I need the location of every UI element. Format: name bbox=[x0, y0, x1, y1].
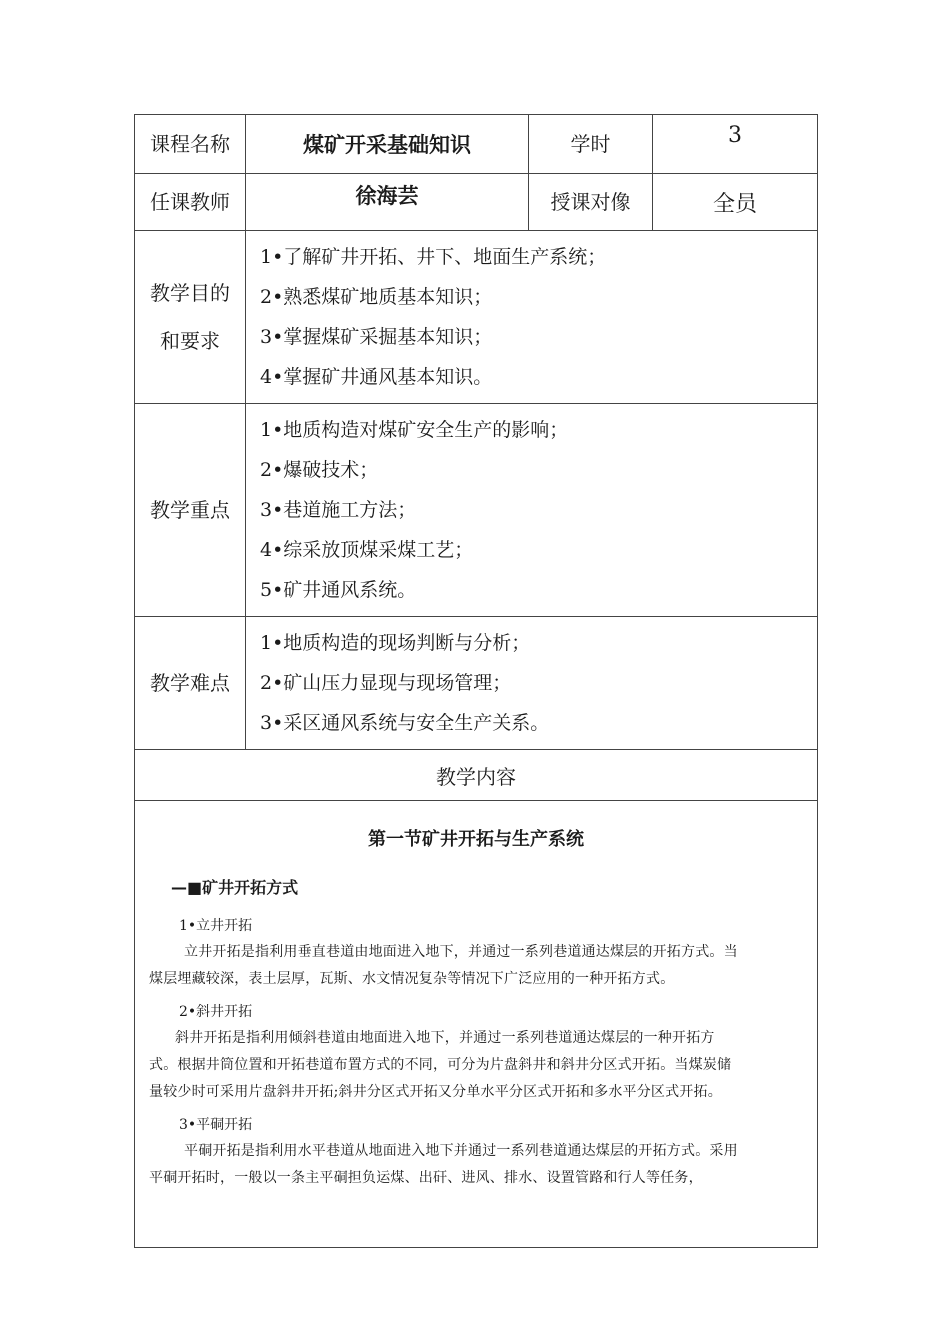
hours-value: 3 bbox=[653, 115, 818, 174]
teacher-row bbox=[135, 174, 818, 231]
teacher-value: 徐海芸 bbox=[246, 174, 529, 231]
difficulty-item: 3•采区通风系统与安全生产关系。 bbox=[260, 712, 550, 734]
key-point-item: 2•爆破技术； bbox=[260, 459, 379, 481]
hours-label: 学时 bbox=[529, 115, 653, 174]
key-point-item: 3•巷道施工方法； bbox=[260, 499, 417, 521]
paragraph-line: 式。根据井筒位置和开拓巷道布置方式的不同，可分为片盘斜井和斜井分区式开拓。当煤炭储 bbox=[149, 1057, 732, 1073]
difficulties-label: 教学难点 bbox=[135, 617, 246, 750]
paragraph-line: 量较少时可采用片盘斜井开拓;斜井分区式开拓又分单水平分区式开拓和多水平分区式开拓。 bbox=[149, 1084, 722, 1100]
point-title: 2•斜井开拓 bbox=[179, 1004, 253, 1020]
point-paragraph bbox=[149, 1025, 807, 1106]
audience-value: 全员 bbox=[653, 174, 818, 231]
paragraph-line: 平硐开拓是指利用水平巷道从地面进入地下并通过一系列巷道通达煤层的开拓方式。采用 bbox=[184, 1143, 738, 1159]
goal-item: 1•了解矿井开拓、井下、地面生产系统； bbox=[260, 246, 607, 268]
goals-label-line2: 和要求 bbox=[160, 329, 220, 353]
paragraph-line: 立井开拓是指利用垂直巷道由地面进入地下，并通过一系列巷道通达煤层的开拓方式。当 bbox=[184, 944, 738, 960]
goal-item: 2•熟悉煤矿地质基本知识； bbox=[260, 286, 493, 308]
content-body-row bbox=[135, 801, 818, 1248]
key-point-item: 1•地质构造对煤矿安全生产的影响； bbox=[260, 419, 569, 441]
course-row bbox=[135, 115, 818, 174]
point-title: 1•立井开拓 bbox=[179, 918, 253, 934]
goals-row bbox=[135, 231, 818, 404]
key-point-item: 4•综采放顶煤采煤工艺； bbox=[260, 539, 474, 561]
point-title: 3•平硐开拓 bbox=[179, 1117, 253, 1133]
content-heading: 教学内容 bbox=[135, 750, 818, 801]
audience-label: 授课对像 bbox=[529, 174, 653, 231]
point-paragraph bbox=[149, 939, 807, 993]
paragraph-line: 斜井开拓是指利用倾斜巷道由地面进入地下，并通过一系列巷道通达煤层的一种开拓方 bbox=[175, 1030, 715, 1046]
goals-list bbox=[246, 231, 818, 404]
course-name-value: 煤矿开采基础知识 bbox=[246, 115, 529, 174]
difficulties-list bbox=[246, 617, 818, 750]
paragraph-line: 煤层埋藏较深，表土层厚，瓦斯、水文情况复杂等情况下广泛应用的一种开拓方式。 bbox=[149, 971, 675, 987]
content-body bbox=[135, 801, 818, 1248]
key-points-row bbox=[135, 404, 818, 617]
goal-item: 3•掌握煤矿采掘基本知识； bbox=[260, 326, 493, 348]
subsection-title: —■矿井开拓方式 bbox=[171, 878, 299, 897]
paragraph-line: 平硐开拓时，一般以一条主平硐担负运煤、出矸、进风、排水、设置管路和行人等任务， bbox=[149, 1170, 703, 1186]
difficulty-item: 1•地质构造的现场判断与分析； bbox=[260, 632, 531, 654]
key-point-item: 5•矿井通风系统。 bbox=[260, 579, 417, 601]
key-points-list bbox=[246, 404, 818, 617]
goals-label bbox=[135, 231, 246, 404]
teacher-label: 任课教师 bbox=[135, 174, 246, 231]
difficulties-row bbox=[135, 617, 818, 750]
content-heading-row bbox=[135, 750, 818, 801]
point-paragraph bbox=[149, 1138, 807, 1192]
course-name-label: 课程名称 bbox=[135, 115, 246, 174]
goals-label-line1: 教学目的 bbox=[150, 281, 230, 305]
goal-item: 4•掌握矿井通风基本知识。 bbox=[260, 366, 493, 388]
section-title: 第一节矿井开拓与生产系统 bbox=[368, 829, 584, 850]
key-points-label: 教学重点 bbox=[135, 404, 246, 617]
lesson-plan-table bbox=[134, 114, 818, 1248]
difficulty-item: 2•矿山压力显现与现场管理； bbox=[260, 672, 512, 694]
